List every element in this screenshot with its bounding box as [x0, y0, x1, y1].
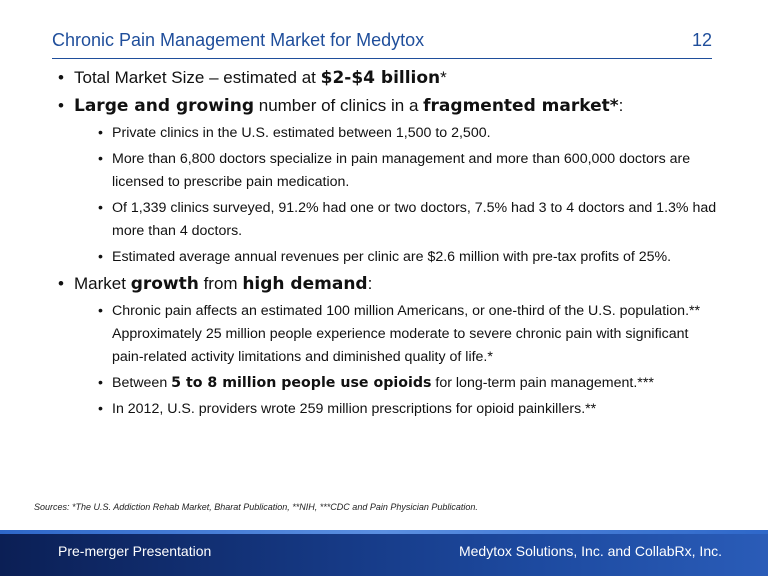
bullet-icon: • [58, 68, 64, 87]
footer-right-text: Medytox Solutions, Inc. and CollabRx, Inc. [458, 543, 722, 559]
bullet-icon: • [98, 249, 103, 265]
sub-bullet-text: Estimated average annual revenues per clinic are $2.6 million with pre-tax profits of 25%. [112, 249, 672, 265]
sources-note: Sources: *The U.S. Addiction Rehab Market, Bharat Publication, **NIH, ***CDC and Pain Physician Publication. [34, 502, 478, 512]
bullet-text: : [618, 96, 624, 115]
sub-bullet [52, 398, 722, 421]
slide-title: Chronic Pain Management Market for Medytox [52, 30, 425, 50]
bullet-text: from [198, 274, 243, 293]
sub-bullet-text: for long-term pain management.*** [431, 375, 654, 391]
sub-bullet-text: Chronic pain affects an estimated 100 million Americans, or one-third of the U.S. population.** Approximately 25 million people experience moderate to severe chronic pain with significant pain-related activity limitations and diminished quality of life.* [112, 303, 701, 365]
bullet-text: Total Market Size – estimated at [74, 68, 321, 87]
sub-bullet-text: Of 1,339 clinics surveyed, 91.2% had one or two doctors, 7.5% had 3 to 4 doctors and 1.3% had more than 4 doctors. [112, 200, 717, 239]
bullet-icon: • [98, 125, 103, 141]
bullet-icon: • [98, 401, 103, 417]
sub-bullet [52, 122, 722, 145]
bullet-text: number of clinics in a [254, 96, 424, 115]
slide-header [52, 30, 712, 58]
sub-bullet [52, 372, 722, 395]
bullet-icon: • [58, 274, 64, 293]
bullet-icon: • [98, 303, 103, 319]
sub-bullet-text: In 2012, U.S. providers wrote 259 million prescriptions for opioid painkillers.** [112, 401, 597, 417]
slide-number: 12 [691, 30, 712, 50]
sub-bullet-bold-text: 5 to 8 million people use opioids [171, 375, 432, 391]
sub-bullet [52, 246, 722, 269]
sub-bullet [52, 148, 722, 194]
sub-bullet-text: Private clinics in the U.S. estimated between 1,500 to 2,500. [112, 125, 491, 141]
bullet-clinics [52, 94, 722, 118]
bullet-text: : [367, 274, 373, 293]
sub-bullet [52, 197, 722, 243]
sub-bullet-text: More than 6,800 doctors specialize in pain management and more than 600,000 doctors are licensed to prescribe pain medication. [112, 151, 691, 190]
bullet-growth [52, 272, 722, 296]
bullet-text: Market [74, 274, 131, 293]
bullet-icon: • [58, 96, 64, 115]
bullet-bold-text: fragmented market* [423, 96, 619, 116]
title-divider [52, 58, 712, 59]
footer-bar [0, 530, 768, 576]
bullet-bold-text: high demand [242, 274, 368, 294]
bullet-text: * [440, 68, 447, 87]
bullet-icon: • [98, 151, 103, 167]
bullet-icon: • [98, 200, 103, 216]
bullet-bold-text: Large and growing [74, 96, 255, 116]
bullet-bold-text: $2-$4 billion [320, 68, 441, 88]
bullet-icon: • [98, 375, 103, 391]
footer-accent-stripe [0, 530, 768, 534]
footer-left-text: Pre-merger Presentation [58, 543, 212, 559]
sub-bullet [52, 300, 722, 369]
sub-bullet-text: Between [112, 375, 172, 391]
bullet-market-size [52, 66, 722, 90]
slide-content [52, 66, 722, 424]
bullet-bold-text: growth [130, 274, 199, 294]
